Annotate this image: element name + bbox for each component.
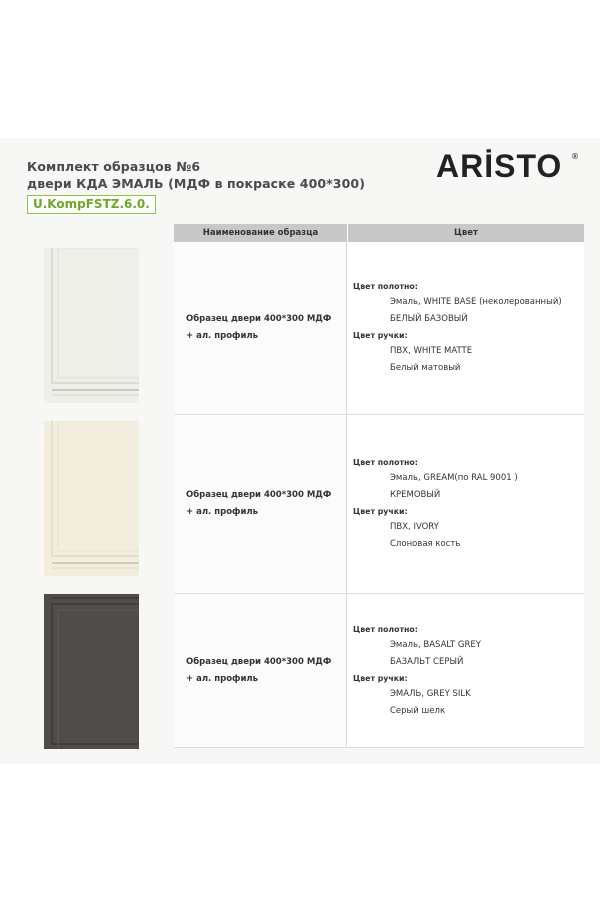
sample-name-cell: [174, 415, 347, 593]
panel-color-label: Цвет полотно:: [353, 458, 418, 467]
panel-color-value: Эмаль, BASALT GREY: [390, 639, 481, 650]
aristo-logo: ARİSTO: [436, 148, 563, 184]
sample-name-line2: + ал. профиль: [186, 673, 259, 684]
handle-color-label: Цвет ручки:: [353, 331, 408, 340]
color-cell: [347, 594, 584, 747]
swatch-white-base: [44, 248, 139, 403]
sample-name-cell: [174, 594, 347, 747]
swatch-basalt-grey: [44, 594, 139, 749]
handle-color-name: Серый шелк: [390, 705, 446, 716]
header-sample-name: Наименование образца: [174, 224, 348, 242]
panel-color-name: БАЗАЛЬТ СЕРЫЙ: [390, 656, 464, 667]
title-line-2: двери КДА ЭМАЛЬ (МДФ в покраске 400*300): [27, 176, 366, 191]
samples-table: [174, 224, 584, 748]
page-title: [27, 158, 365, 192]
table-header: [174, 224, 584, 242]
table-row: [174, 415, 584, 594]
panel-color-value: Эмаль, WHITE BASE (неколерованный): [390, 297, 562, 307]
panel-color-name: КРЕМОВЫЙ: [390, 490, 441, 500]
title-line-1: Комплект образцов №6: [27, 159, 201, 174]
handle-color-name: Белый матовый: [390, 363, 461, 373]
panel-color-name: БЕЛЫЙ БАЗОВЫЙ: [390, 314, 468, 324]
registered-mark: ®: [571, 152, 579, 161]
handle-color-value: ЭМАЛЬ, GREY SILK: [390, 688, 471, 699]
handle-color-label: Цвет ручки:: [353, 507, 408, 516]
sample-name-line2: + ал. профиль: [186, 507, 259, 517]
panel-color-value: Эмаль, GREAM(по RAL 9001 ): [390, 473, 518, 483]
sample-name-line1: Образец двери 400*300 МДФ: [186, 656, 332, 667]
sample-name-line1: Образец двери 400*300 МДФ: [186, 490, 332, 500]
product-code-badge: U.KompFSTZ.6.0.: [27, 195, 156, 214]
sample-name-line1: Образец двери 400*300 МДФ: [186, 314, 332, 324]
table-row: [174, 594, 584, 748]
handle-color-label: Цвет ручки:: [353, 673, 408, 683]
panel-color-label: Цвет полотно:: [353, 624, 418, 634]
panel-color-label: Цвет полотно:: [353, 282, 418, 291]
color-cell: [347, 415, 584, 593]
swatch-cream: [44, 421, 139, 576]
sample-card: [0, 138, 600, 764]
table-row: [174, 242, 584, 415]
color-cell: [347, 242, 584, 414]
handle-color-value: ПВХ, WHITE MATTE: [390, 346, 473, 356]
handle-color-value: ПВХ, IVORY: [390, 522, 439, 532]
sample-name-line2: + ал. профиль: [186, 331, 259, 341]
sample-name-cell: [174, 242, 347, 414]
header-color: Цвет: [454, 228, 478, 238]
handle-color-name: Слоновая кость: [390, 539, 461, 549]
